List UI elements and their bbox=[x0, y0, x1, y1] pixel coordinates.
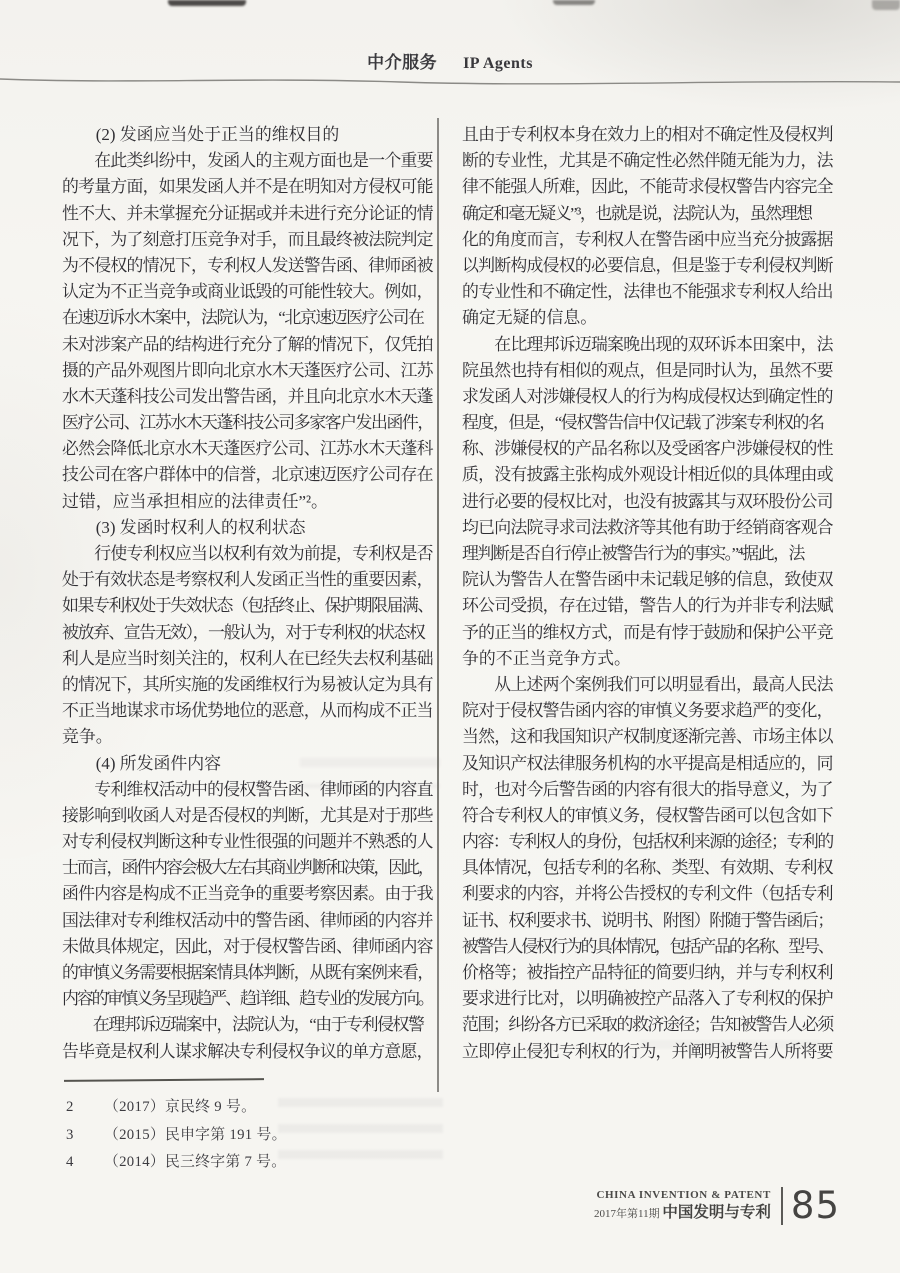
footnote-number: 2 bbox=[66, 1099, 74, 1115]
page-header bbox=[0, 48, 900, 73]
text-line: 价格等；被指控产品特征的简要归纳，并与专利权利 bbox=[462, 963, 833, 982]
text-line: 函件内容是构成不正当竞争的重要考察因素。由于我 bbox=[62, 884, 433, 904]
text-line: 必然会降低北京水木天蓬医疗公司、江苏水木天蓬科 bbox=[62, 439, 433, 459]
text-line: 在理邦诉迈瑞案中，法院认为，“由于专利侵权警 bbox=[62, 1015, 424, 1035]
footnote-item bbox=[66, 1094, 446, 1122]
text-line: 告毕竟是权利人谋求解决专利侵权争议的单方意愿， bbox=[62, 1041, 433, 1061]
text-line: 处于有效状态是考察权利人发函正当性的重要因素， bbox=[62, 570, 433, 590]
text-line: 利要求的内容，并将公告授权的专利文件（包括专利 bbox=[462, 884, 833, 904]
text-line: 内容：专利权人的身份，包括权利来源的途径；专利的 bbox=[462, 832, 833, 852]
column-divider bbox=[437, 118, 439, 1092]
text-line: 院对于侵权警告函内容的审慎义务要求趋严的变化， bbox=[462, 701, 833, 721]
text-line: 律不能强人所难，因此，不能苛求侵权警告内容完全 bbox=[462, 177, 833, 197]
text-line: 在此类纠纷中，发函人的主观方面也是一个重要 bbox=[62, 151, 433, 171]
text-line: 被警告人侵权行为的具体情况，包括产品的名称、型号、 bbox=[462, 936, 833, 956]
footer-divider bbox=[781, 1187, 783, 1225]
text-line: 化的角度而言，专利权人在警告函中应当充分披露据 bbox=[462, 229, 833, 249]
footnote-item bbox=[66, 1122, 446, 1150]
text-line: 称、涉嫌侵权的产品名称以及受函客户涉嫌侵权的性 bbox=[462, 439, 833, 459]
text-line: 范围；纠纷各方已采取的救济途径；告知被警告人必须 bbox=[462, 1015, 833, 1035]
text-line: 内容的审慎义务呈现趋严、趋详细、趋专业的发展方向。 bbox=[62, 989, 433, 1009]
left-column bbox=[62, 122, 436, 1065]
text-line: 专利维权活动中的侵权警告函、律师函的内容直 bbox=[62, 779, 433, 799]
text-line: 均已向法院寻求司法救济等其他有助于经销商客观合 bbox=[462, 517, 833, 537]
header-rule bbox=[0, 72, 900, 88]
text-line: 质，没有披露主张构成外观设计相近似的具体理由或 bbox=[462, 465, 833, 485]
text-line: 摄的产品外观图片即向北京水木天蓬医疗公司、江苏 bbox=[62, 360, 433, 380]
text-line: 接影响到收函人对是否侵权的判断，尤其是对于那些 bbox=[62, 805, 433, 825]
text-line: 确定和毫无疑义”³，也就是说，法院认为，虽然理想 bbox=[462, 203, 812, 223]
text-line: 对专利侵权判断这种专业性很强的问题并不熟悉的人 bbox=[62, 832, 433, 852]
scan-artifact bbox=[168, 0, 246, 6]
text-line: 断的专业性，尤其是不确定性必然伴随无能为力，法 bbox=[462, 151, 833, 171]
text-line: (4) 所发函件内容 bbox=[62, 753, 222, 773]
text-line: 求发函人对涉嫌侵权人的行为构成侵权达到确定性的 bbox=[462, 386, 833, 406]
text-line: 院认为警告人在警告函中未记载足够的信息，致使双 bbox=[462, 570, 833, 590]
footnote-number: 3 bbox=[66, 1126, 74, 1143]
text-line: 如果专利权处于失效状态（包括终止、保护期限届满、 bbox=[62, 596, 433, 616]
journal-imprint bbox=[594, 1189, 771, 1222]
text-line: 医疗公司、江苏水木天蓬科技公司多家客户发出函件， bbox=[62, 413, 433, 433]
text-line: 为不侵权的情况下，专利权人发送警告函、律师函被 bbox=[62, 255, 433, 275]
text-line: 在速迈诉水木案中，法院认为，“北京速迈医疗公司在 bbox=[62, 308, 424, 328]
text-line: 及知识产权法律服务机构的水平提高是相适应的，同 bbox=[462, 753, 833, 773]
text-line: 予的正当的维权方式，而是有悖于鼓励和保护公平竞 bbox=[462, 622, 833, 642]
text-line: 以判断构成侵权的必要信息，但是鉴于专利侵权判断 bbox=[462, 255, 833, 275]
text-line: 当然，这和我国知识产权制度逐渐完善、市场主体以 bbox=[462, 727, 833, 747]
journal-name-cn: 中国发明与专利 bbox=[662, 1203, 771, 1221]
text-line: 国法律对专利维权活动中的警告函、律师函的内容并 bbox=[62, 910, 433, 930]
text-line: 况下，为了刻意打压竞争对手，而且最终被法院判定 bbox=[62, 229, 433, 249]
scan-artifact bbox=[553, 0, 595, 5]
text-line: 不正当地谋求市场优势地位的恶意，从而构成不正当 bbox=[62, 701, 433, 721]
text-line: 士而言，函件内容会极大左右其商业判断和决策，因此， bbox=[62, 858, 433, 878]
footnote-text: （2017）京民终 9 号。 bbox=[104, 1099, 257, 1115]
text-line: 被放弃、宣告无效），一般认为，对于专利权的状态权 bbox=[62, 622, 425, 642]
text-line: 行使专利权应当以权利有效为前提，专利权是否 bbox=[62, 544, 433, 563]
footnote-text: （2014）民三终字第 7 号。 bbox=[104, 1154, 287, 1170]
issue-label: 2017年第11期 bbox=[594, 1207, 660, 1220]
text-line: 理判断是否自行停止被警告行为的事实。”⁴据此，法 bbox=[462, 544, 804, 563]
text-line: 要求进行比对，以明确被控产品落入了专利权的保护 bbox=[462, 989, 833, 1009]
text-line: 程度，但是，“侵权警告信中仅记载了涉案专利权的名 bbox=[462, 413, 824, 433]
text-line: 进行必要的侵权比对，也没有披露其与双环股份公司 bbox=[462, 491, 833, 511]
text-line: 且由于专利权本身在效力上的相对不确定性及侵权判 bbox=[462, 125, 833, 144]
text-line: 过错，应当承担相应的法律责任”²。 bbox=[62, 491, 328, 511]
text-line: 未对涉案产品的结构进行充分了解的情况下，仅凭拍 bbox=[62, 334, 433, 354]
section-title-cn: 中介服务 bbox=[367, 53, 438, 72]
text-line: 的考量方面，如果发函人并不是在明知对方侵权可能 bbox=[62, 177, 433, 197]
text-line: 院虽然也持有相似的观点，但是同时认为，虽然不要 bbox=[462, 360, 833, 380]
page-footer bbox=[594, 1184, 840, 1227]
footnote-text: （2015）民申字第 191 号。 bbox=[104, 1126, 287, 1143]
text-line: 争的不正当竞争方式。 bbox=[462, 648, 631, 668]
text-line: 认定为不正当竞争或商业诋毁的可能性较大。例如， bbox=[62, 282, 433, 302]
scan-artifact bbox=[872, 0, 900, 10]
text-line: 竞争。 bbox=[62, 727, 113, 747]
text-line: 性不大、并未掌握充分证据或并未进行充分论证的情 bbox=[62, 203, 433, 223]
journal-name-en: CHINA INVENTION & PATENT bbox=[596, 1188, 771, 1201]
footnote-number: 4 bbox=[66, 1154, 74, 1170]
page-number: 85 bbox=[790, 1184, 840, 1227]
text-line: 环公司受损，存在过错，警告人的行为并非专利法赋 bbox=[462, 596, 833, 616]
footnotes bbox=[66, 1094, 446, 1177]
section-title-en: IP Agents bbox=[463, 55, 533, 72]
text-line: 具体情况，包括专利的名称、类型、有效期、专利权 bbox=[462, 858, 833, 878]
text-line: 从上述两个案例我们可以明显看出，最高人民法 bbox=[462, 674, 833, 694]
footnote-rule bbox=[64, 1078, 264, 1082]
text-line: (3) 发函时权利人的权利状态 bbox=[62, 517, 306, 537]
text-line: 的审慎义务需要根据案情具体判断，从既有案例来看， bbox=[62, 963, 433, 982]
right-column bbox=[462, 122, 836, 1065]
text-line: 水木天蓬科技公司发出警告函，并且向北京水木天蓬 bbox=[62, 386, 433, 406]
footnote-item bbox=[66, 1149, 446, 1177]
text-line: 技公司在客户群体中的信誉，北京速迈医疗公司存在 bbox=[62, 465, 433, 485]
text-line: 立即停止侵犯专利权的行为，并阐明被警告人所将要 bbox=[462, 1041, 833, 1061]
text-line: 证书、权利要求书、说明书、附图）附随于警告函后； bbox=[462, 910, 833, 930]
text-line: 符合专利权人的审慎义务，侵权警告函可以包含如下 bbox=[462, 805, 833, 825]
text-line: (2) 发函应当处于正当的维权目的 bbox=[62, 125, 340, 144]
text-line: 未做具体规定，因此，对于侵权警告函、律师函内容 bbox=[62, 936, 433, 956]
journal-issue-line bbox=[594, 1203, 771, 1222]
text-line: 的专业性和不确定性，法律也不能强求专利权人给出 bbox=[462, 282, 833, 302]
text-line: 利人是应当时刻关注的，权利人在已经失去权利基础 bbox=[62, 648, 433, 668]
text-line: 确定无疑的信息。 bbox=[462, 308, 598, 328]
text-line: 时，也对今后警告函的内容有很大的指导意义，为了 bbox=[462, 779, 833, 799]
text-line: 的情况下，其所实施的发函维权行为易被认定为具有 bbox=[62, 674, 433, 694]
text-line: 在比理邦诉迈瑞案晚出现的双环诉本田案中，法 bbox=[462, 334, 833, 354]
